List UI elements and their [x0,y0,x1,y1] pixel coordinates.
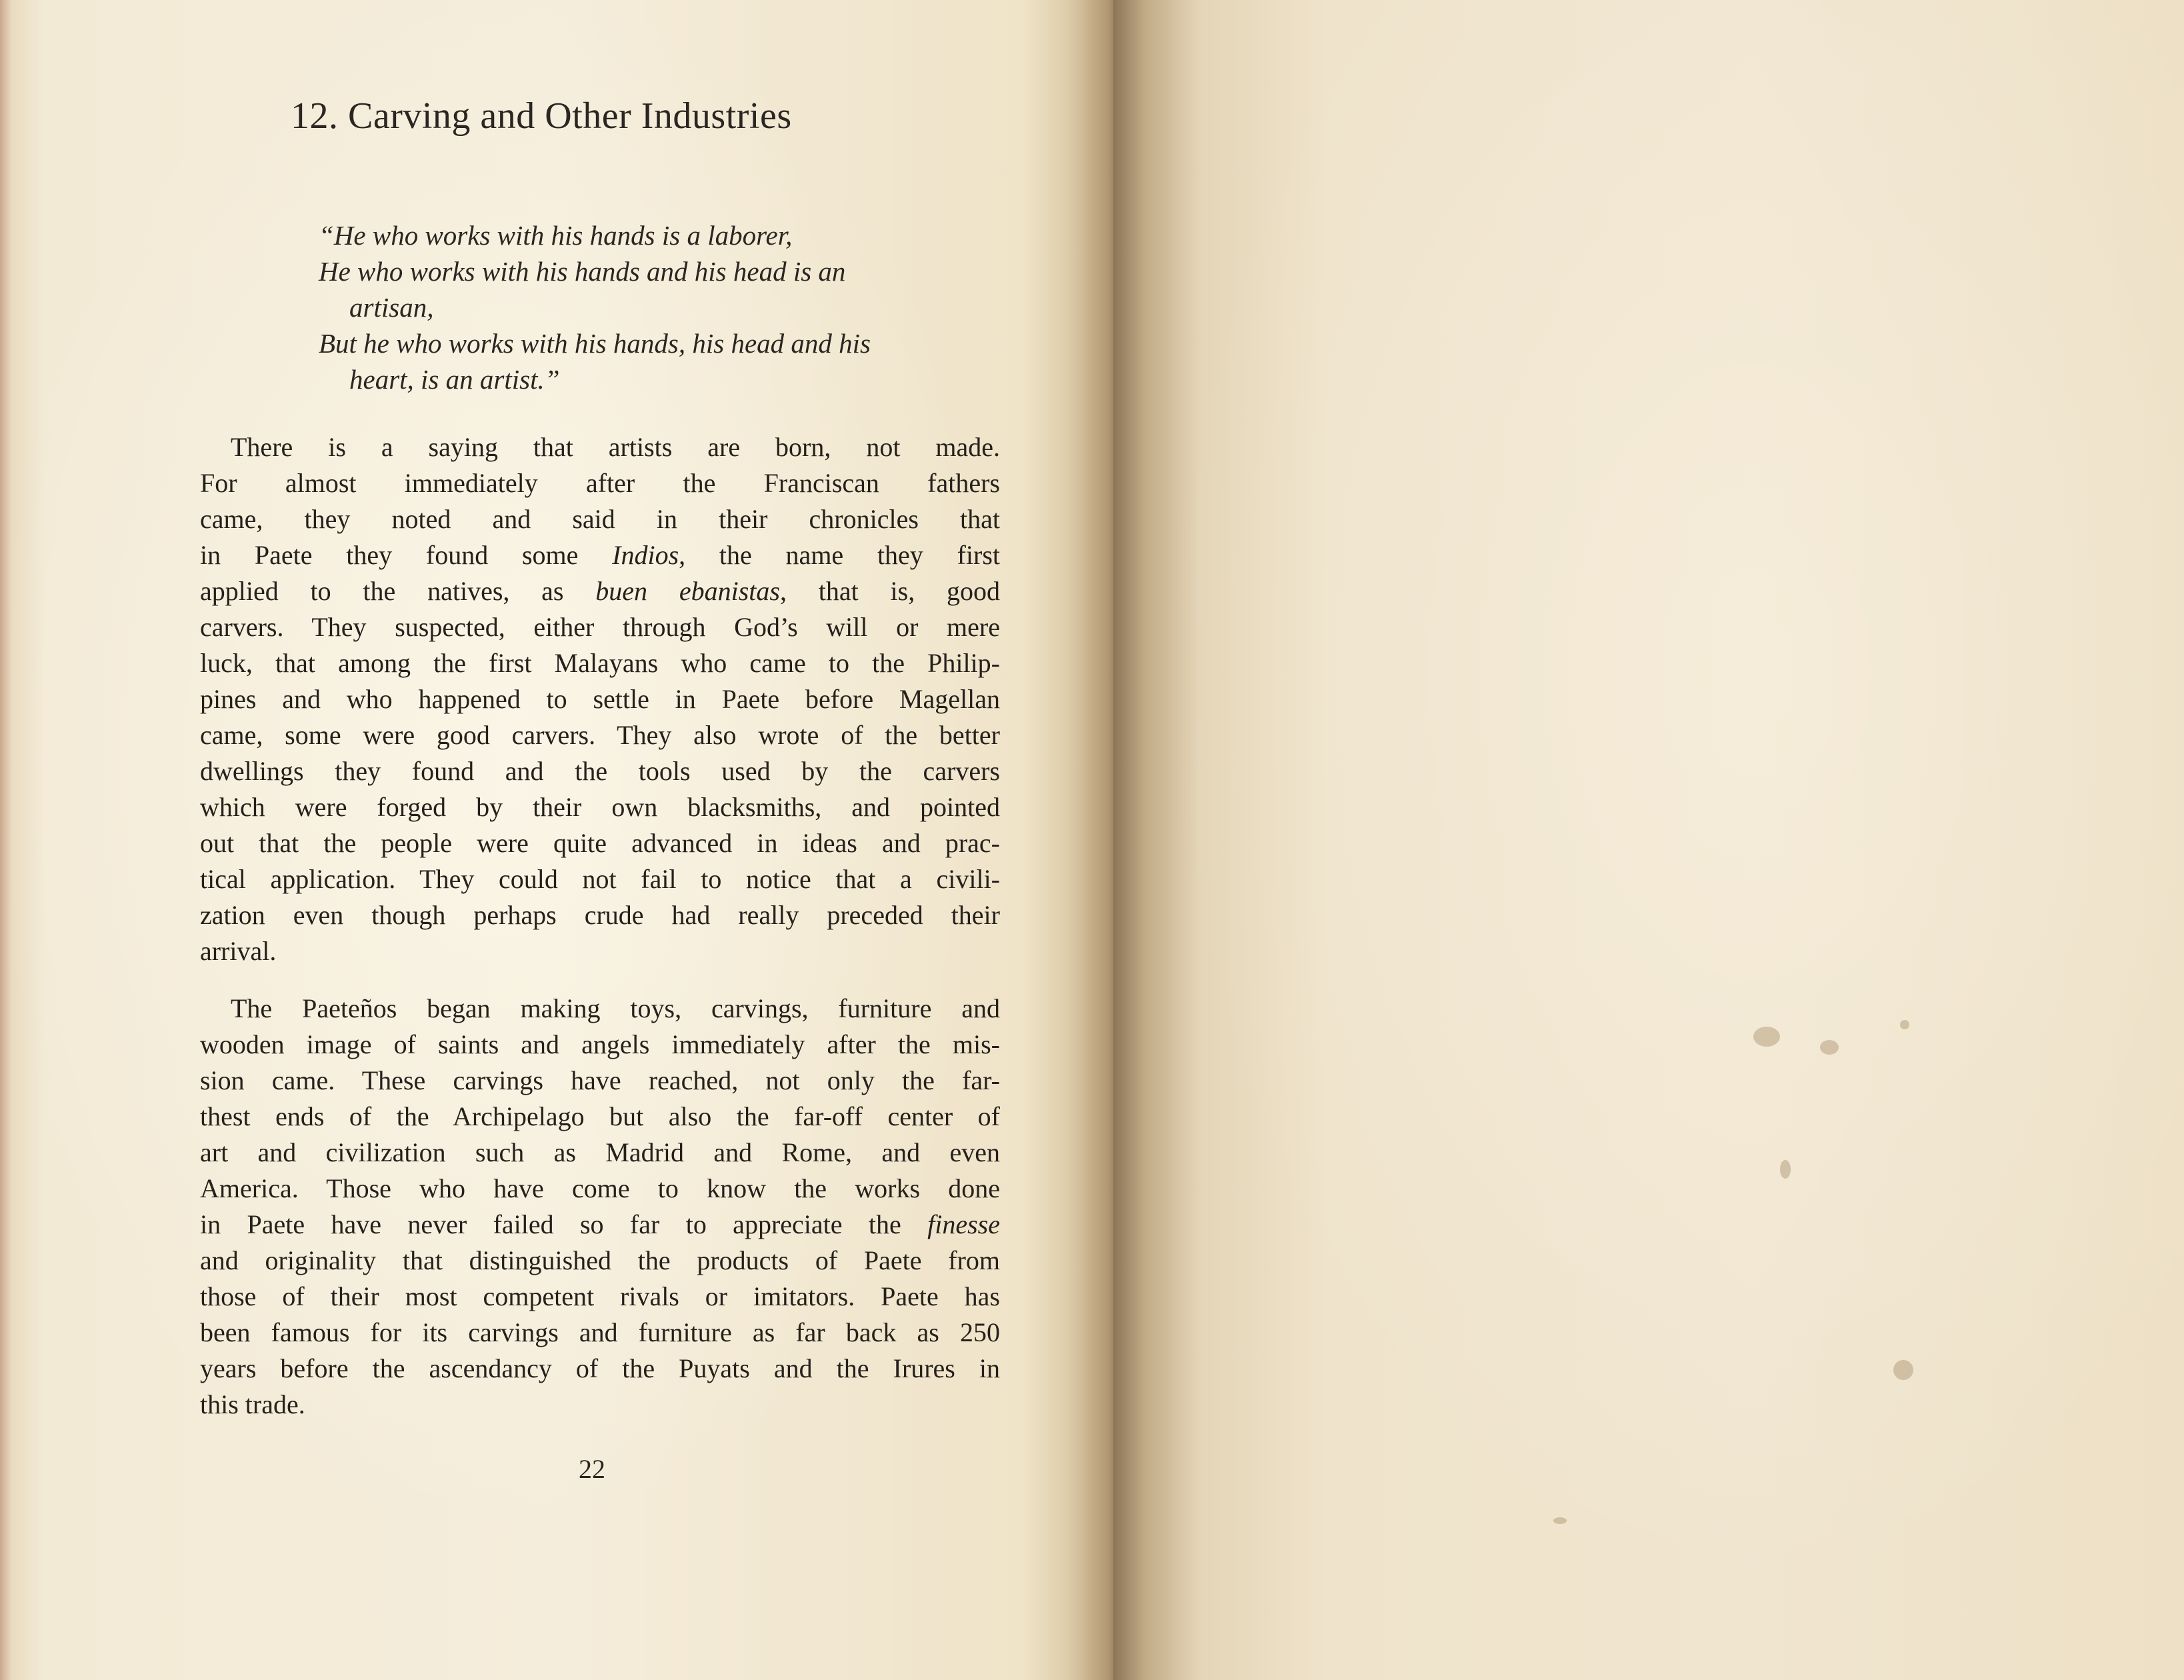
text-line: this trade. [200,1389,305,1419]
epigraph-line: He who works with his hands and his head is an [319,256,846,287]
paper-speck [1753,1027,1780,1047]
text-line: tical application. They could not fail to notice that a civili- [200,864,1000,894]
text-line: zation even though perhaps crude had really preceded their [200,900,1000,930]
text-line: pines and who happened to settle in Paete before Magellan [200,684,1000,714]
text-line: luck, that among the first Malayans who came to the Philip- [200,648,1000,678]
text-line: those of their most competent rivals or imitators. Paete has [200,1281,1000,1311]
text-line: out that the people were quite advanced in ideas and prac- [200,828,1000,858]
text-line: There is a saying that artists are born, not made. [231,432,1000,462]
paper-speck [1893,1360,1913,1380]
text-line: carvers. They suspected, either through God’s will or mere [200,612,1000,642]
text-line: came, some were good carvers. They also wrote of the better [200,720,1000,750]
text-line: applied to the natives, as buen ebanistas, that is, good [200,576,1000,606]
text-line: in Paete have never failed so far to appreciate the finesse [200,1209,1000,1239]
text-line: art and civilization such as Madrid and Rome, and even [200,1137,1000,1167]
text-line: wooden image of saints and angels immediately after the mis- [200,1029,1000,1059]
text-line: thest ends of the Archipelago but also the far-off center of [200,1101,1000,1131]
epigraph [319,217,1012,397]
text-line: came, they noted and said in their chronicles that [200,504,1000,534]
text-line: in Paete they found some Indios, the name they first [200,540,1000,570]
chapter-title: 12. Carving and Other Industries [291,95,792,137]
text-line: For almost immediately after the Franciscan fathers [200,468,1000,498]
text-line: arrival. [200,936,277,966]
paper-speck [1780,1160,1791,1179]
epigraph-line: heart, is an artist.” [349,364,560,395]
text-line: sion came. These carvings have reached, not only the far- [200,1065,1000,1095]
paper-speck [1820,1040,1839,1055]
right-page [1113,0,2184,1680]
text-line: years before the ascendancy of the Puyats and the Irures in [200,1353,1000,1383]
text-line: America. Those who have come to know the works done [200,1173,1000,1203]
text-line: been famous for its carvings and furniture as far back as 250 [200,1317,1000,1347]
epigraph-line: artisan, [349,292,434,323]
text-line: dwellings they found and the tools used by the carvers [200,756,1000,786]
paragraph-2 [200,991,1000,1423]
paper-speck [1900,1020,1909,1029]
page-edge [0,0,12,1680]
text-line: The Paeteños began making toys, carvings, furniture and [231,993,1000,1023]
text-line: which were forged by their own blacksmiths, and pointed [200,792,1000,822]
page-number: 22 [579,1454,605,1484]
text-line: and originality that distinguished the products of Paete from [200,1245,1000,1275]
epigraph-line: But he who works with his hands, his head and his [319,328,871,359]
paper-speck [1553,1517,1567,1524]
epigraph-line: “He who works with his hands is a laborer, [319,220,793,251]
paragraph-1 [200,429,1000,969]
